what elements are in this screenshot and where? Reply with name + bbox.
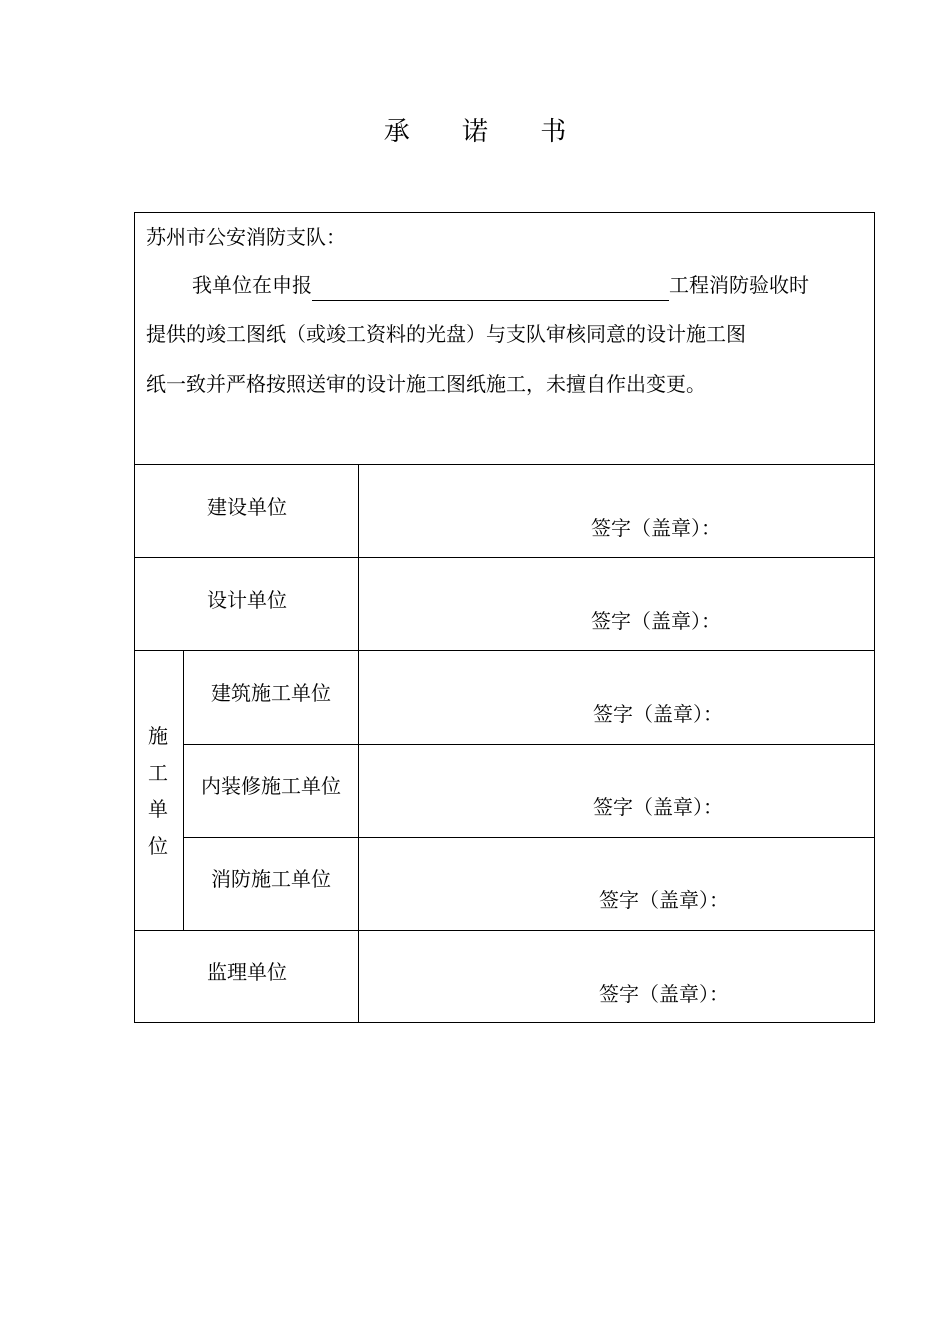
- signature-field[interactable]: 签字（盖章）：: [591, 516, 721, 540]
- page-title: 承 诺 书: [383, 117, 589, 147]
- signature-field[interactable]: 签字（盖章）：: [593, 795, 723, 819]
- construction-group-char: 单: [148, 797, 168, 821]
- row-label-supervision: 监理单位: [207, 960, 287, 984]
- signature-field[interactable]: 签字（盖章）：: [599, 888, 729, 912]
- signature-field[interactable]: 签字（盖章）：: [591, 609, 721, 633]
- letter-line-1-end: 工程消防验收时: [669, 273, 809, 297]
- construction-group-char: 施: [148, 724, 168, 748]
- project-name-blank[interactable]: [312, 274, 669, 301]
- letter-line-2: 提供的竣工图纸（或竣工资料的光盘）与支队审核同意的设计施工图: [146, 322, 746, 346]
- row-label-interior-construction: 内装修施工单位: [201, 774, 341, 798]
- column-divider: [358, 464, 359, 1022]
- row-divider: [183, 744, 874, 745]
- letter-line-1-start: 我单位在申报: [192, 273, 312, 297]
- commitment-form: [134, 212, 875, 1023]
- row-label-fire-construction: 消防施工单位: [211, 867, 331, 891]
- addressee: 苏州市公安消防支队：: [146, 225, 346, 249]
- construction-group-label: [147, 718, 169, 864]
- signature-field[interactable]: 签字（盖章）：: [599, 982, 729, 1006]
- row-divider: [135, 650, 874, 651]
- letter-line-3: 纸一致并严格按照送审的设计施工图纸施工，未擅自作出变更。: [146, 372, 706, 396]
- row-divider: [135, 930, 874, 931]
- row-label-design: 设计单位: [207, 588, 287, 612]
- signature-field[interactable]: 签字（盖章）：: [593, 702, 723, 726]
- row-label-construction-owner: 建设单位: [207, 495, 287, 519]
- construction-group-char: 位: [148, 833, 168, 858]
- letter-line-1: [192, 269, 809, 301]
- row-divider: [183, 837, 874, 838]
- row-divider: [135, 464, 874, 465]
- row-divider: [135, 557, 874, 558]
- row-label-building-construction: 建筑施工单位: [211, 681, 331, 705]
- construction-group-char: 工: [148, 760, 168, 785]
